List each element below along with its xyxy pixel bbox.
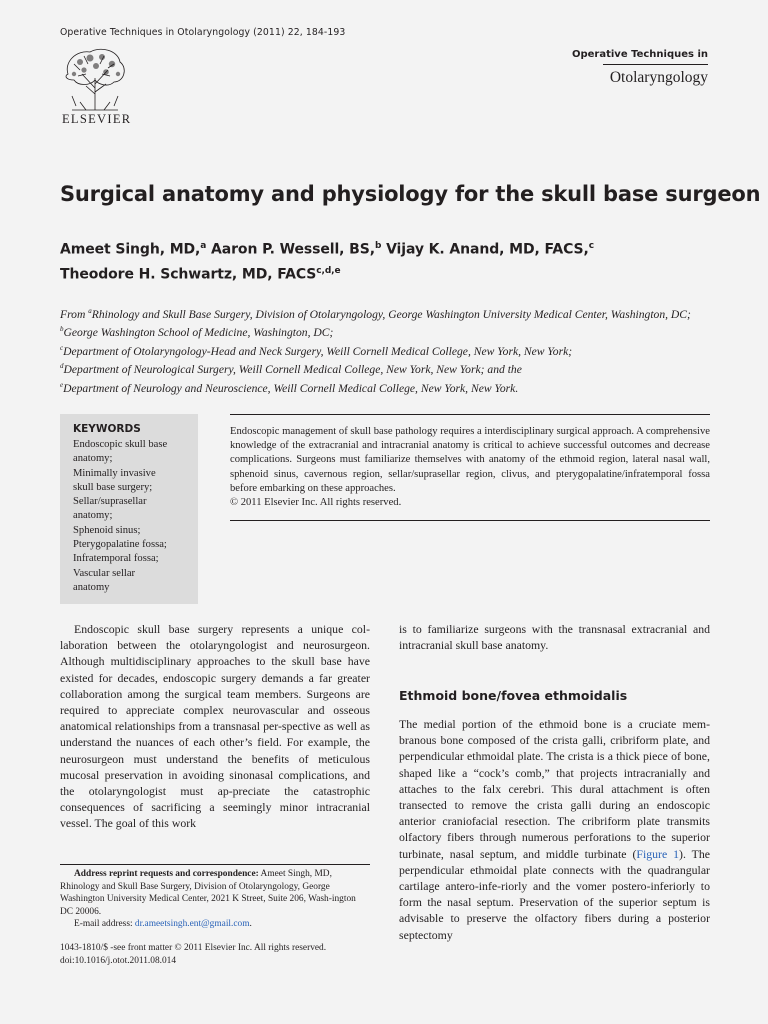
journal-brand-line2: Otolaryngology	[609, 69, 708, 86]
keywords-heading: KEYWORDS	[73, 423, 141, 435]
keyword-line: Sphenoid sinus;	[73, 524, 141, 536]
footnote-rule	[60, 864, 370, 865]
correspondence-footnote	[60, 868, 370, 931]
correspondence-address	[60, 868, 370, 918]
email-link[interactable]: dr.ameetsingh.ent@gmail.com	[134, 919, 250, 930]
author-name: Aaron P. Wessell, BS,	[211, 241, 375, 258]
body-column-right	[399, 621, 710, 653]
front-matter	[60, 942, 370, 968]
abstract-copyright: © 2011 Elsevier Inc. All rights reserved.	[230, 497, 402, 509]
affiliation-sup: a	[88, 307, 92, 315]
affiliation-text: George Washington School of Medicine, Washington, DC;	[63, 326, 334, 340]
email-end: .	[249, 919, 252, 930]
affiliation-item	[60, 304, 720, 322]
correspondence-email	[60, 918, 370, 931]
affiliation-text: Department of Neurology and Neuroscience, Weill Cornell Medical College, New York, New York.	[63, 381, 519, 395]
section-body	[399, 716, 710, 943]
correspondence-label: Address reprint requests and correspondence:	[74, 869, 259, 879]
article-title: Surgical anatomy and physiology for the skull base surgeon	[60, 182, 761, 206]
affiliation-text: Rhinology and Skull Base Surgery, Division of Otolaryngology, George Washington University Medical Center, Washington, DC;	[91, 307, 691, 321]
affiliation-item	[60, 341, 720, 359]
email-label: E-mail address:	[74, 919, 135, 930]
author-sup: c	[588, 241, 594, 251]
journal-brand-rule	[603, 64, 708, 65]
figure-link[interactable]: Figure 1	[636, 846, 680, 861]
elsevier-tree-logo	[60, 44, 130, 114]
intro-continuation: is to familiarize surgeons with the transnasal extracranial and intracranial skull base anatomy.	[399, 622, 710, 653]
doi-line: doi:10.1016/j.otot.2011.08.014	[60, 955, 177, 966]
keyword-line: Vascular sellar	[73, 567, 136, 579]
keyword-line: anatomy;	[73, 453, 113, 465]
abstract-rule-top	[230, 414, 710, 415]
author-name: Vijay K. Anand, MD, FACS,	[386, 241, 589, 258]
affiliation-item	[60, 378, 720, 396]
affiliation-text: Department of Neurological Surgery, Weill Cornell Medical College, New York, New York; and the	[63, 363, 522, 377]
keyword-line: Pterygopalatine fossa;	[73, 539, 167, 551]
affiliation-sup: d	[60, 362, 64, 371]
author-line-1	[60, 236, 594, 261]
affiliation-sup: b	[60, 325, 64, 334]
keyword-line: Endoscopic skull base	[73, 439, 168, 450]
author-name: Theodore H. Schwartz, MD, FACS	[60, 266, 317, 283]
section-text: ). The perpendicular ethmoidal plate connects with the quadrangular cartilage antero-infe-riorly and the vomer postero-inferiorly to form the nasal septum. Preservation of the superior septum is advisable to preserve the olfactory fibers during a posterior septectomy	[399, 846, 710, 942]
author-name: Ameet Singh, MD,	[60, 241, 201, 258]
body-column-left	[60, 621, 370, 832]
journal-citation: Operative Techniques in Otolaryngology (2011) 22, 184-193	[60, 27, 346, 38]
author-sup: a	[200, 241, 207, 251]
section-paragraph	[399, 716, 710, 943]
keyword-line: Sellar/suprasellar	[73, 496, 147, 508]
journal-brand-line1: Operative Techniques in	[571, 49, 708, 60]
keyword-line: anatomy	[73, 581, 110, 593]
keywords-list	[73, 438, 193, 595]
affiliation-text: Department of Otolaryngology-Head and Neck Surgery, Weill Cornell Medical College, New York, New York;	[63, 344, 573, 358]
keyword-line: Minimally invasive	[73, 467, 156, 479]
affiliation-sup: c	[60, 343, 64, 352]
author-sup: c,d,e	[316, 265, 341, 276]
correspondence-text: Ameet Singh, MD, Rhinology and Skull Base Surgery, Division of Otolaryngology, George Washington University Medical Center, 2021 K Street, Suite 206, Wash-ington DC 20006.	[60, 869, 356, 917]
affiliation-prefix: From	[60, 307, 89, 321]
intro-paragraph: Endoscopic skull base surgery represents a unique col-laboration between the otolaryngologist and neurosurgeon. Although multidisciplinary approaches to the skull base have existed for decades, endoscopic surgery demands a far greater collaboration among the surgical team members. Surgeons are required to appreciate complex neurovascular and osseous anatomical relationships from a transnasal per-spective as well as understand the nuances of each other’s field. For example, the neurosurgeon must understand the benefits of meticulous mucosal preservation in avoiding sinonasal complications, and the otolaryngologist must ap-preciate the catastrophic consequences of sacrificing a seemingly minor intracranial vessel. The goal of this work	[60, 622, 370, 831]
keyword-line: skull base surgery;	[73, 481, 153, 493]
affiliation-item	[60, 322, 720, 340]
publisher-logo-text: ELSEVIER	[62, 112, 132, 126]
keyword-line: anatomy;	[73, 510, 113, 522]
section-heading: Ethmoid bone/fovea ethmoidalis	[399, 688, 628, 703]
author-sup: b	[374, 241, 382, 251]
keyword-line: Infratemporal fossa;	[73, 553, 159, 565]
abstract-rule-bottom	[230, 520, 710, 521]
affiliations	[60, 304, 720, 396]
section-text: The medial portion of the ethmoid bone is a cruciate mem-branous bone composed of the crista galli, cribriform plate, and perpendicular ethmoidal plate. The crista is a thick piece of bone, shaped like a “cock’s comb,” that projects intracranially and attaches to the falx cerebri. This dural attachment is often transected to remove the crista galli during an endoscopic anterior craniofacial resection. The cribriform plate transmits olfactory fibers through numerous perforations to the superior turbinate, nasal septum, and middle turbinate (	[399, 717, 710, 861]
abstract	[230, 425, 710, 510]
issn-line: 1043-1810/$ -see front matter © 2011 Elsevier Inc. All rights reserved.	[60, 943, 327, 953]
affiliation-item	[60, 359, 720, 377]
author-line-2	[60, 261, 594, 286]
affiliation-sup: e	[60, 380, 64, 389]
abstract-text: Endoscopic management of skull base pathology requires a interdisciplinary surgical approach. A comprehensive knowledge of the extracranial and intracranial anatomy is critical to achieve successful outcomes and decrease complications. Surgeons must familiarize themselves with anatomy of the ethmoid region, lateral nasal wall, sphenoid sinus, cavernous region, sellar/suprasellar region, clivus, and pterygopalatine/infratemporal fossa before embarking on these approaches.	[230, 426, 710, 494]
author-list	[60, 236, 594, 285]
